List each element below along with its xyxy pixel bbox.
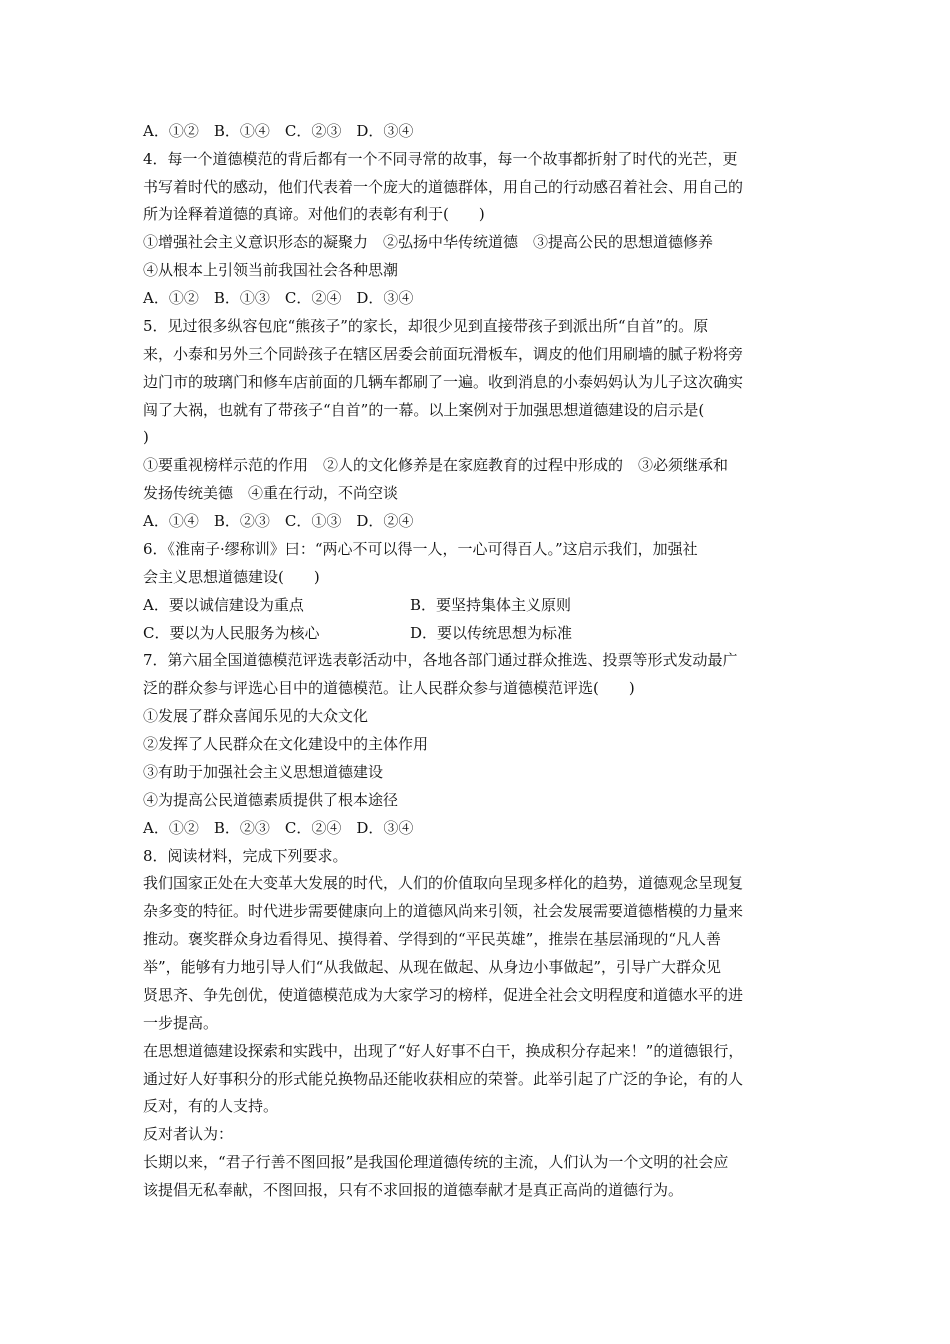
q5-item-line: 发扬传统美德 ④重在行动，不尚空谈: [143, 484, 399, 502]
q7-stem-line: 7．第六届全国道德模范评选表彰活动中，各地各部门通过群众推选、投票等形式发动最广: [143, 651, 738, 669]
q7-stem-line: 泛的群众参与评选心目中的道德模范。让人民群众参与道德模范评选( ): [143, 679, 635, 697]
q4-item-line: ①增强社会主义意识形态的凝聚力 ②弘扬中华传统道德 ③提高公民的思想道德修养: [143, 233, 714, 251]
q3-options: A．①② B．①④ C．②③ D．③④: [143, 122, 414, 140]
q8-para3-line: 长期以来，“君子行善不图回报”是我国伦理道德传统的主流，人们认为一个文明的社会应: [143, 1153, 729, 1171]
q8-opponents-label: 反对者认为：: [143, 1125, 234, 1143]
q7-item-line: ④为提高公民道德素质提供了根本途径: [143, 791, 399, 809]
q6-option-d: D．要以传统思想为标准: [410, 624, 573, 642]
q6-stem-line: 会主义思想道德建设( ): [143, 568, 320, 586]
q5-stem-line: 来，小泰和另外三个同龄孩子在辖区居委会前面玩滑板车，调皮的他们用刷墙的腻子粉将旁: [143, 345, 744, 363]
q4-stem-line: 4．每一个道德模范的背后都有一个不同寻常的故事，每一个故事都折射了时代的光芒，更: [143, 150, 738, 168]
q5-item-line: ①要重视榜样示范的作用 ②人的文化修养是在家庭教育的过程中形成的 ③必须继承和: [143, 456, 729, 474]
q5-stem-line: 5．见过很多纵容包庇“熊孩子”的家长，却很少见到直接带孩子到派出所“自首”的。原: [143, 317, 709, 335]
q4-options: A．①② B．①③ C．②④ D．③④: [143, 289, 414, 307]
q6-option-a: A．要以诚信建设为重点: [143, 596, 304, 614]
q8-para2-line: 反对，有的人支持。: [143, 1097, 279, 1115]
q7-item-line: ②发挥了人民群众在文化建设中的主体作用: [143, 735, 429, 753]
q8-para1-line: 贤思齐、争先创优，使道德模范成为大家学习的榜样，促进全社会文明程度和道德水平的进: [143, 986, 744, 1004]
q8-para3-line: 该提倡无私奉献，不图回报，只有不求回报的道德奉献才是真正高尚的道德行为。: [143, 1181, 684, 1199]
q6-option-b: B．要坚持集体主义原则: [410, 596, 572, 614]
q4-item-line: ④从根本上引领当前我国社会各种思潮: [143, 261, 399, 279]
q7-item-line: ①发展了群众喜闻乐见的大众文化: [143, 707, 369, 725]
q8-para1-line: 我们国家正处在大变革大发展的时代，人们的价值取向呈现多样化的趋势，道德观念呈现复: [143, 874, 744, 892]
q5-stem-line: ): [143, 428, 149, 446]
q6-option-c: C．要以为人民服务为核心: [143, 624, 320, 642]
q5-stem-line: 边门市的玻璃门和修车店前面的几辆车都刷了一遍。收到消息的小泰妈妈认为儿子这次确实: [143, 373, 744, 391]
q8-para1-line: 杂多变的特征。时代进步需要健康向上的道德风尚来引领，社会发展需要道德楷模的力量来: [143, 902, 744, 920]
q8-para1-line: 推动。褒奖群众身边看得见、摸得着、学得到的“平民英雄”，推崇在基层涌现的“凡人善: [143, 930, 722, 948]
q7-options: A．①② B．②③ C．②④ D．③④: [143, 819, 414, 837]
q8-para2-line: 通过好人好事积分的形式能兑换物品还能收获相应的荣誉。此举引起了广泛的争论，有的人: [143, 1070, 744, 1088]
q6-stem-line: 6．《淮南子·缪称训》曰：“两心不可以得一人，一心可得百人。”这启示我们，加强社: [143, 540, 698, 558]
q8-para1-line: 一步提高。: [143, 1014, 219, 1032]
q5-options: A．①④ B．②③ C．①③ D．②④: [143, 512, 414, 530]
q7-item-line: ③有助于加强社会主义思想道德建设: [143, 763, 384, 781]
q8-para1-line: 举”，能够有力地引导人们“从我做起、从现在做起、从身边小事做起”，引导广大群众见: [143, 958, 722, 976]
q4-stem-line: 所为诠释着道德的真谛。对他们的表彰有利于( ): [143, 205, 485, 223]
q4-stem-line: 书写着时代的感动，他们代表着一个庞大的道德群体，用自己的行动感召着社会、用自己的: [143, 178, 744, 196]
q5-stem-line: 闯了大祸，也就有了带孩子“自首”的一幕。以上案例对于加强思想道德建设的启示是(: [143, 401, 705, 419]
q8-para2-line: 在思想道德建设探索和实践中，出现了“好人好事不白干，换成积分存起来！”的道德银行，: [143, 1042, 744, 1060]
q8-stem: 8．阅读材料，完成下列要求。: [143, 847, 348, 865]
